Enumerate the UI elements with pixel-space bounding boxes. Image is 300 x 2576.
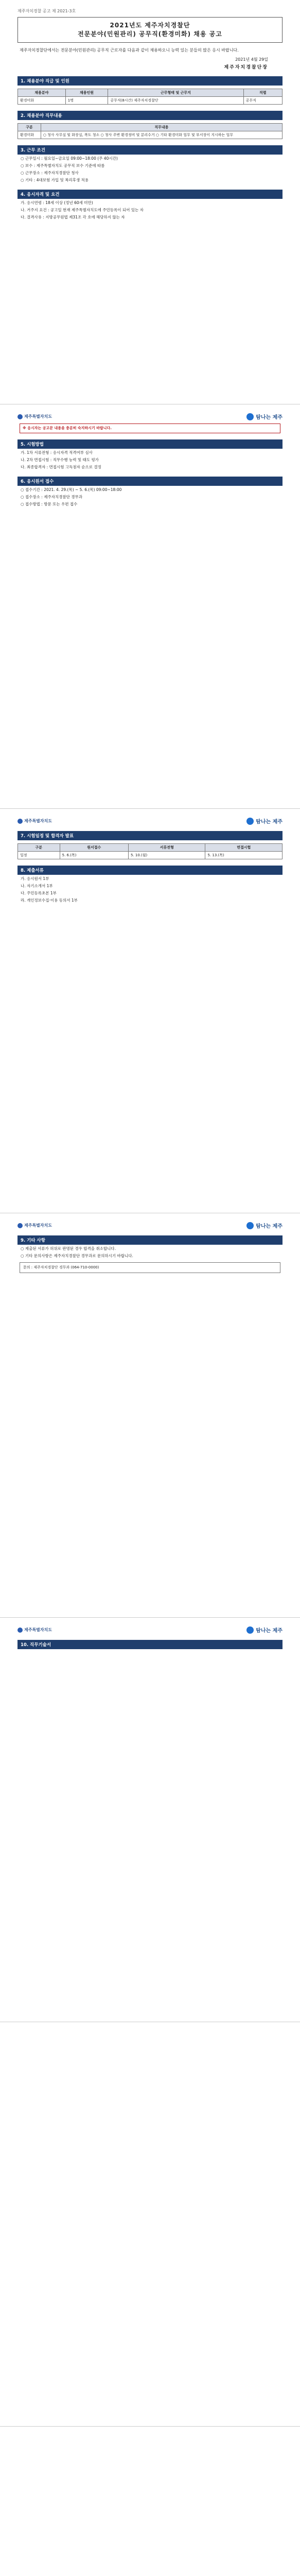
table-header: 직무내용: [41, 124, 282, 131]
table-cell: 공무직(8시간) 제주자치경찰단: [108, 97, 243, 105]
title-box: [17, 17, 283, 43]
table-cell: 1명: [65, 97, 108, 105]
table-header: 구분: [18, 844, 60, 852]
table-header: 면접시험: [205, 844, 283, 852]
section-3-header: 3. 근무 조건: [17, 145, 283, 155]
table-header: 근무형태 및 근무지: [108, 89, 243, 97]
brand-icon: [246, 1222, 254, 1229]
condition-item: ○ 근무일시 : 월요일~금요일 09:00~18:00 (주 40시간): [21, 156, 118, 161]
brand-logo: 탐나는 제주: [246, 1626, 283, 1634]
condition-item: ○ 보수 : 제주특별자치도 공무직 보수 기준에 따름: [21, 163, 105, 168]
page-3: [0, 809, 300, 1213]
table-header: 채용인원: [65, 89, 108, 97]
exam-item: 가. 1차 서류전형 : 응시자격 적격여부 심사: [21, 450, 93, 455]
table-cell: 5. 13.(목): [205, 852, 283, 859]
title-line2: 전문분야(민원관리) 공무직(환경미화) 채용 공고: [78, 30, 222, 38]
table-cell: 5. 6.(목): [60, 852, 128, 859]
table-cell: 일정: [18, 852, 60, 859]
seal-icon: [17, 414, 23, 419]
qualification-item: 나. 거주지 요건 : 공고일 현재 제주특별자치도에 주민등록이 되어 있는 자: [21, 208, 144, 212]
brand-logo: 탐나는 제주: [246, 817, 283, 825]
table-header: 원서접수: [60, 844, 128, 852]
page-2: [0, 404, 300, 809]
page-header: [17, 1626, 283, 1634]
section-5-header: 5. 시험방법: [17, 439, 283, 449]
table-cell: ○ 청사 사무실 및 화장실, 복도 청소 ○ 청사 주변 환경정비 및 분리수거 ○ 기타 환경미화 업무 및 부서장이 지시하는 업무: [41, 131, 282, 139]
section-10-header: 10. 직무기술서: [17, 1640, 283, 1649]
intro-text: 제주자치경찰단에서는 전문분야(민원관리) 공무직 근로자를 다음과 같이 채용하오니 능력 있는 분들의 많은 응시 바랍니다.: [20, 48, 239, 53]
document-item: 나. 자기소개서 1부: [21, 884, 53, 888]
document-item: 라. 개인정보수집·이용 동의서 1부: [21, 898, 78, 903]
seal-icon: [17, 1223, 23, 1228]
application-item: ○ 접수기간 : 2021. 4. 29.(목) ~ 5. 6.(목) 09:00~18:00: [21, 487, 122, 492]
seal-icon: [17, 1628, 23, 1633]
page-header: [17, 1222, 283, 1229]
page-header: [17, 817, 283, 825]
exam-item: 다. 최종합격자 : 면접시험 고득점자 순으로 결정: [21, 465, 101, 469]
page-6: [0, 2022, 300, 2427]
page-7: [0, 2427, 300, 2576]
document-item: 가. 응시원서 1부: [21, 876, 49, 881]
section-9-header: 9. 기타 사항: [17, 1235, 283, 1245]
org-logo: 제주특별자치도: [17, 1627, 52, 1633]
exam-item: 나. 2차 면접시험 : 직무수행 능력 및 태도 평가: [21, 457, 99, 462]
table-header: 직렬: [243, 89, 282, 97]
special-note: ※ 응시자는 공고문 내용을 충분히 숙지하시기 바랍니다.: [20, 423, 280, 433]
section-6-header: 6. 응시원서 접수: [17, 477, 283, 486]
org-logo: 제주특별자치도: [17, 818, 52, 824]
table-cell: 환경미화: [18, 97, 66, 105]
document-item: 다. 주민등록초본 1부: [21, 891, 57, 895]
condition-item: ○ 근무장소 : 제주자치경찰단 청사: [21, 171, 79, 175]
brand-icon: [246, 818, 254, 825]
contact-box: 문의 : 제주자치경찰단 경무과 (064-710-0000): [20, 1262, 280, 1273]
section-8-header: 8. 제출서류: [17, 866, 283, 875]
org-logo: 제주특별자치도: [17, 1223, 52, 1228]
page-header: [17, 413, 283, 420]
section-7-header: 7. 시험일정 및 합격자 발표: [17, 831, 283, 840]
etc-item: ○ 제출된 서류가 허위로 판명된 경우 합격을 취소합니다.: [21, 1246, 116, 1251]
brand-logo: 탐나는 제주: [246, 1222, 283, 1229]
table-cell: 공무직: [243, 97, 282, 105]
brand-icon: [246, 413, 254, 420]
application-item: ○ 접수방법 : 방문 또는 우편 접수: [21, 502, 78, 506]
condition-item: ○ 기타 : 4대보험 가입 및 복리후생 적용: [21, 178, 89, 182]
qualification-item: 가. 응시연령 : 18세 이상 (정년 60세 미만): [21, 200, 93, 205]
seal-icon: [17, 819, 23, 824]
page-4: [0, 1213, 300, 1618]
brand-logo: 탐나는 제주: [246, 413, 283, 420]
application-item: ○ 접수장소 : 제주자치경찰단 경무과: [21, 495, 83, 499]
notice-date: 2021년 4월 29일: [235, 57, 268, 62]
page-1: [0, 0, 300, 404]
page-5: [0, 1618, 300, 2022]
table-cell: 환경미화: [18, 131, 41, 139]
brand-icon: [246, 1626, 254, 1634]
section-1-header: 1. 채용분야 직급 및 인원: [17, 76, 283, 86]
org-logo: 제주특별자치도: [17, 414, 52, 419]
table-header: 채용분야: [18, 89, 66, 97]
title-line1: 2021년도 제주자치경찰단: [110, 22, 190, 29]
schedule-table: [17, 843, 283, 859]
section-2-header: 2. 채용분야 직무내용: [17, 111, 283, 120]
duty-table: [17, 123, 283, 139]
section-4-header: 4. 응시자격 및 요건: [17, 190, 283, 199]
table-cell: 5. 10.(월): [128, 852, 205, 859]
table-header: 서류전형: [128, 844, 205, 852]
recruit-table: [17, 89, 283, 105]
doc-ref: 제주자치경찰 공고 제 2021-3호: [17, 9, 76, 13]
issuer: 제주자치경찰단장: [224, 65, 268, 70]
qualification-item: 다. 결격사유 : 지방공무원법 제31조 각 호에 해당하지 않는 자: [21, 215, 125, 219]
table-header: 구분: [18, 124, 41, 131]
etc-item: ○ 기타 문의사항은 제주자치경찰단 경무과로 문의하시기 바랍니다.: [21, 1253, 133, 1258]
